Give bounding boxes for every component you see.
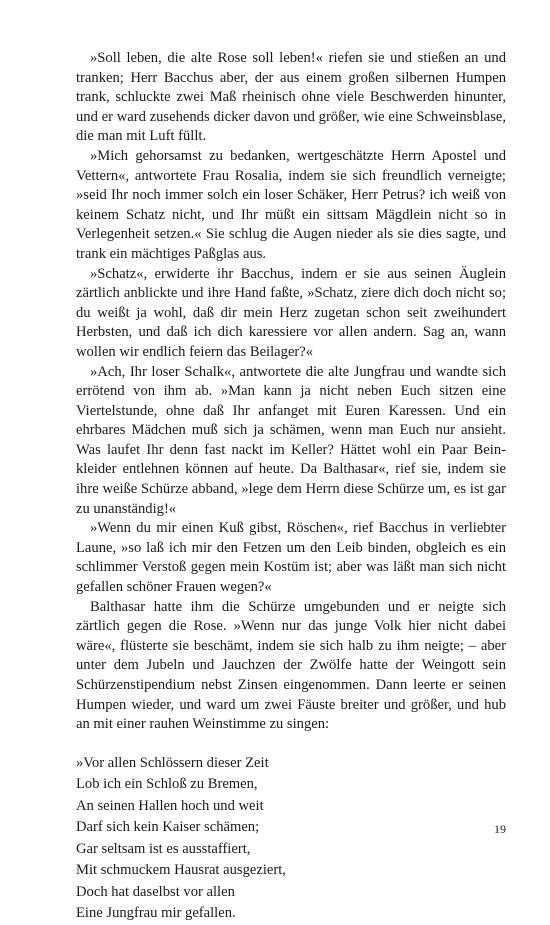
paragraph-bacchus-treasure: »Schatz«, erwiderte ihr Bacchus, indem er sie aus seinen Äuglein zärtlich anblickte und ihre Hand faßte, »Schatz, ziere dich doch nicht so; du weißt ja wohl, daß dir mein Herz zugetan schon seit zweihundert Herbsten, und daß ich dich karessiere vor allen andern. Sag an, wann wollen wir endlich feiern das Beilager?« (76, 265, 506, 360)
verse-line: »Vor allen Schlössern dieser Zeit (76, 754, 269, 771)
verse-line: An seinen Hallen hoch und weit (76, 797, 264, 814)
paragraph-apron: Balthasar hatte ihm die Schürze umgebunden und er neigte sich zärtlich gegen die Rose. »Wenn nur das junge Volk hier nicht dabei wäre«, flüsterte sie beschämt, indem sie sich halb zu ihm neigte; – aber unter dem Jubeln und Jauchzen der Zwölfe hatte der Weingott sein Schürzenstipendium nebst Zinsen eingenommen. Dann leerte er seinen Humpen wieder, und ward um zwei Fäuste breiter und größer, und hub an mit einer rauhen Weinstimme zu singen: (76, 598, 506, 733)
paragraph-rogue: »Ach, Ihr loser Schalk«, antwortete die alte Jungfrau und wandte sich errötend von ihm ab. »Man kann ja nicht neben Euch sitzen eine Viertelstunde, ohne daß Ihr anfanget mit Euren Karessen. Und ein ehrbares Mädchen muß sich ja schämen, wenn man Euch nur ansieht. Was laufet Ihr denn fast nackt im Keller? Hättet wohl ein Paar Beinkleider entlehnen können auf heute. Da Balthasar«, rief sie, indem sie ihre weiße Schürze abband, »lege dem Herrn diese Schürze um, es ist gar zu unanständig!« (76, 363, 506, 517)
song-verse (76, 753, 506, 925)
verse-line: Darf sich kein Kaiser schämen; (76, 819, 260, 836)
verse-line: Doch hat daselbst vor allen (76, 883, 235, 900)
page-number: 19 (494, 822, 506, 836)
verse-line: Lob ich ein Schloß zu Bremen, (76, 776, 258, 793)
verse-line: Gar seltsam ist es ausstaffiert, (76, 840, 251, 857)
paragraph-toast: »Soll leben, die alte Rose soll leben!« riefen sie und stießen an und tranken; Herr Bacchus aber, der aus einem großen silbernen Humpen trank, schluckte zwei Maß rheinisch ohne viele Beschwerden hinunter, und er ward zusehends dicker davon und größer, wie eine Schweinsblase, die man mit Luft füllt. (76, 50, 506, 145)
paragraph-rosalia-reply: »Mich gehorsamst zu bedanken, wertgeschätzte Herrn Apostel und Vettern«, antwortete Frau Rosalia, indem sie sich freundlich verneigte; »seid Ihr noch immer solch ein loser Schäker, Herr Petrus? ich weiß von keinem Schatz nicht, und Ihr müßt ein sittsam Mägdlein nicht so in Verlegenheit setzen.« Sie schlug die Augen nieder als sie dies sagte, und trank ein mächtiges Paßglas aus. (76, 147, 506, 262)
paragraph-kiss: »Wenn du mir einen Kuß gibst, Röschen«, rief Bacchus in verliebter Laune, »so laß ich mir den Fetzen um den Leib binden, obgleich es ein schlimmer Verstoß gegen mein Kostüm ist; aber was läßt man sich nicht gefallen schöner Frauen wegen?« (76, 520, 506, 596)
verse-line: Eine Jungfrau mir gefallen. (76, 905, 236, 922)
book-page (76, 49, 506, 925)
verse-line: Mit schmuckem Hausrat ausgeziert, (76, 862, 286, 879)
